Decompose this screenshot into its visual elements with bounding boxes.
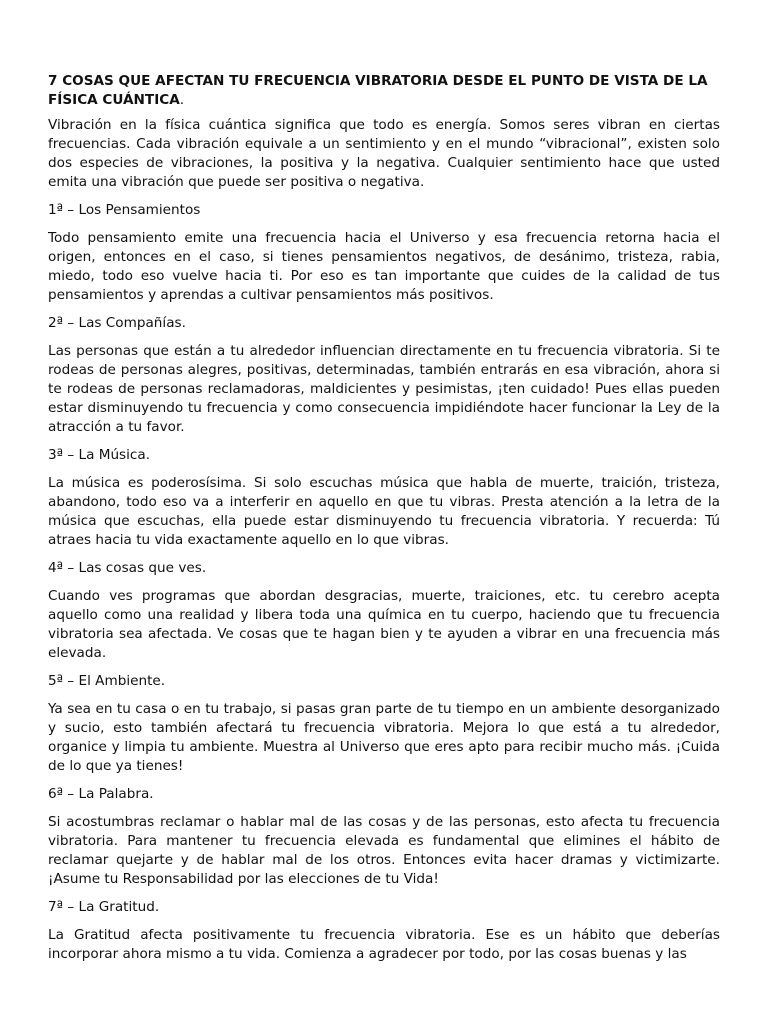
section-body-7: La Gratitud afecta positivamente tu frecuencia vibratoria. Ese es un hábito que deberías incorporar ahora mismo a tu vida. Comienza a agradecer por todo, por las cosas buenas y las [48,927,720,962]
section-body-5: Ya sea en tu casa o en tu trabajo, si pasas gran parte de tu tiempo en un ambiente desorganizado y sucio, esto también afectará tu frecuencia vibratoria. Mejora lo que está a tu alrededor, organice y limpia tu ambiente. Muestra al Universo que eres apto para recibir mucho más. ¡Cuida de lo que ya tienes! [48,701,720,774]
section-heading-5: 5ª – El Ambiente. [48,673,166,689]
intro-paragraph: Vibración en la física cuántica significa que todo es energía. Somos seres vibran en ciertas frecuencias. Cada vibración equivale a un sentimiento y en el mundo “vibracional”, existen solo dos especies de vibraciones, la positiva y la negativa. Cualquier sentimiento hace que usted emita una vibración que puede ser positiva o negativa. [48,117,720,190]
document-title-text: 7 COSAS QUE AFECTAN TU FRECUENCIA VIBRATORIA DESDE EL PUNTO DE VISTA DE LA FÍSICA CUÁNTICA [48,73,708,108]
section-heading-6: 6ª – La Palabra. [48,786,154,802]
section-body-1: Todo pensamiento emite una frecuencia hacia el Universo y esa frecuencia retorna hacia el origen, entonces en el caso, si tienes pensamientos negativos, de desánimo, tristeza, rabia, miedo, todo eso vuelve hacia ti. Por eso es tan importante que cuides de la calidad de tus pensamientos y aprendas a cultivar pensamientos más positivos. [48,230,720,303]
section-body-6: Si acostumbras reclamar o hablar mal de las cosas y de las personas, esto afecta tu frecuencia vibratoria. Para mantener tu frecuencia elevada es fundamental que elimines el hábito de reclamar quejarte y de hablar mal de los otros. Entonces evita hacer dramas y victimizarte. ¡Asume tu Responsabilidad por las elecciones de tu Vida! [48,814,720,887]
document-page [48,72,720,973]
section-heading-7: 7ª – La Gratitud. [48,899,160,915]
section-heading-3: 3ª – La Música. [48,447,151,463]
section-heading-4: 4ª – Las cosas que ves. [48,560,207,576]
section-body-4: Cuando ves programas que abordan desgracias, muerte, traiciones, etc. tu cerebro acepta aquello como una realidad y libera toda una química en tu cuerpo, haciendo que tu frecuencia vibratoria sea afectada. Ve cosas que te hagan bien y te ayuden a vibrar en una frecuencia más elevada. [48,588,720,661]
section-body-3: La música es poderosísima. Si solo escuchas música que habla de muerte, traición, tristeza, abandono, todo eso va a interferir en aquello en que tu vibras. Presta atención a la letra de la música que escuchas, ella puede estar disminuyendo tu frecuencia vibratoria. Y recuerda: Tú atraes hacia tu vida exactamente aquello en lo que vibras. [48,475,720,548]
section-heading-1: 1ª – Los Pensamientos [48,202,201,218]
document-title [48,72,720,110]
document-title-period: . [179,92,185,108]
section-body-2: Las personas que están a tu alrededor influencian directamente en tu frecuencia vibratoria. Si te rodeas de personas alegres, positivas, determinadas, también entrarás en esa vibración, ahora si te rodeas de personas reclamadoras, maldicientes y pesimistas, ¡ten cuidado! Pues ellas pueden estar disminuyendo tu frecuencia y como consecuencia impidiéndote hacer funcionar la Ley de la atracción a tu favor. [48,343,720,435]
section-heading-2: 2ª – Las Compañías. [48,315,186,331]
